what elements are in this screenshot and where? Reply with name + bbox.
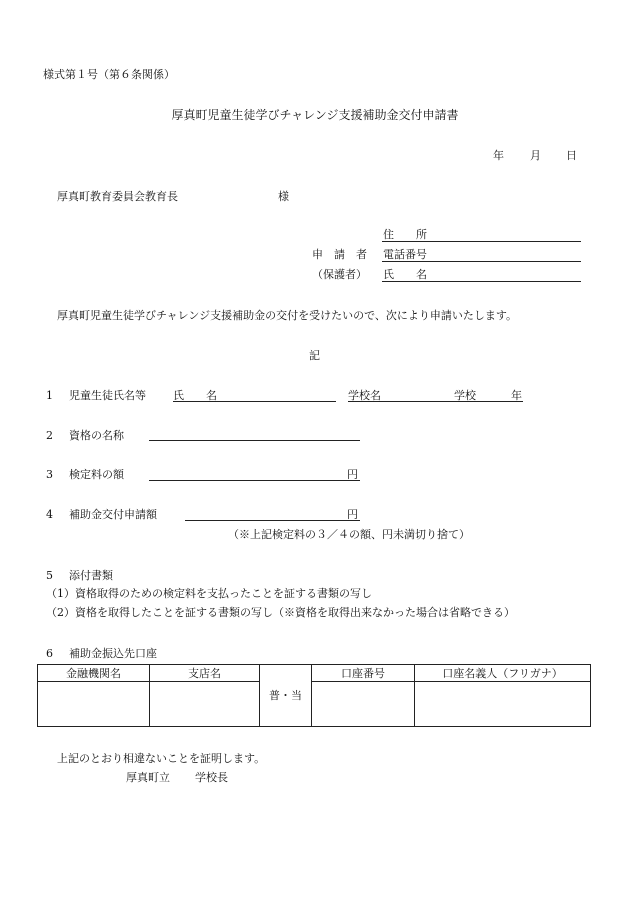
item-5-label: 添付書類 (69, 569, 113, 582)
bank-branch-field[interactable] (150, 682, 260, 727)
attachment-item-2: （2）資格を取得したことを証する書類の写し（※資格を取得出来なかった場合は省略できる） (46, 606, 515, 619)
account-number-header: 口座番号 (312, 665, 415, 682)
account-number-field[interactable] (312, 682, 415, 727)
address-line[interactable] (382, 241, 581, 242)
ki-label: 記 (309, 349, 320, 362)
account-holder-field[interactable] (415, 682, 591, 727)
addressee-honorific: 様 (278, 190, 289, 203)
bank-institution-field[interactable] (38, 682, 150, 727)
date-day-label: 日 (566, 149, 577, 162)
guardian-label: （保護者） (312, 268, 367, 281)
account-holder-header: 口座名義人（フリガナ） (415, 665, 591, 682)
qualification-line[interactable] (149, 440, 360, 441)
item-3-label: 検定料の額 (69, 468, 124, 481)
bank-account-table (37, 664, 591, 727)
intro-text: 厚真町児童生徒学びチャレンジ支援補助金の交付を受けたいので、次により申請いたします。 (57, 309, 518, 322)
phone-line[interactable] (382, 261, 581, 262)
date-year-label: 年 (493, 149, 504, 162)
school-line[interactable] (348, 401, 523, 402)
account-type-cell[interactable]: 普・当 (260, 665, 312, 727)
bank-institution-header: 金融機関名 (38, 665, 150, 682)
item-1-label: 児童生徒氏名等 (69, 389, 146, 402)
form-number: 様式第１号（第６条関係） (43, 68, 175, 81)
item-5-number: 5 (46, 569, 53, 582)
certification-text: 上記のとおり相違ないことを証明します。 (57, 752, 266, 765)
school-label: 学校名 (348, 389, 381, 402)
student-name-line[interactable] (173, 401, 336, 402)
item-2-number: 2 (46, 429, 53, 442)
subsidy-unit: 円 (347, 508, 358, 521)
page-title: 厚真町児童生徒学びチャレンジ支援補助金交付申請書 (171, 108, 459, 122)
bank-branch-header: 支店名 (150, 665, 260, 682)
applicant-name-label: 氏 名 (383, 268, 427, 281)
exam-fee-unit: 円 (347, 468, 358, 481)
addressee-name: 厚真町教育委員会教育長 (57, 190, 178, 203)
certification-school-prefix: 厚真町立 (126, 771, 170, 784)
applicant-name-line[interactable] (382, 281, 581, 282)
school-suffix: 学校 (454, 389, 476, 402)
item-6-label: 補助金振込先口座 (69, 647, 157, 660)
certification-principal: 学校長 (195, 771, 228, 784)
date-month-label: 月 (530, 149, 541, 162)
grade-suffix: 年 (511, 389, 522, 402)
applicant-role-label: 申 請 者 (312, 248, 367, 261)
item-1-number: 1 (46, 389, 53, 402)
phone-label: 電話番号 (383, 248, 427, 261)
address-label: 住 所 (383, 228, 427, 241)
student-name-label: 氏 名 (173, 389, 217, 402)
subsidy-note: （※上記検定料の３／４の額、円未満切り捨て） (228, 528, 470, 541)
subsidy-line[interactable] (185, 520, 360, 521)
item-4-number: 4 (46, 508, 53, 521)
item-2-label: 資格の名称 (69, 429, 124, 442)
item-3-number: 3 (46, 468, 53, 481)
exam-fee-line[interactable] (149, 480, 360, 481)
item-6-number: 6 (46, 647, 53, 660)
item-4-label: 補助金交付申請額 (69, 508, 157, 521)
attachment-item-1: （1）資格取得のための検定料を支払ったことを証する書類の写し (46, 587, 372, 600)
